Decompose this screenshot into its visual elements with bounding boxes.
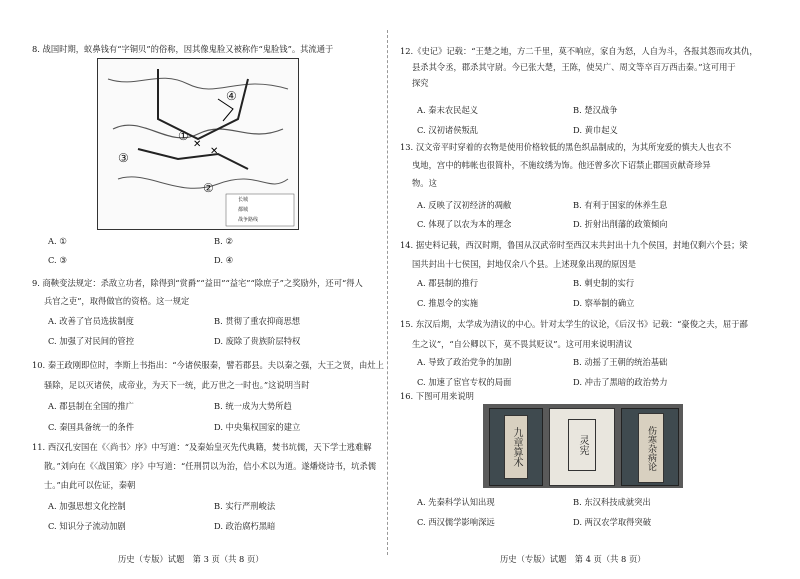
- question-13-line: 物。这: [412, 178, 437, 188]
- q14-option-d[interactable]: D. 察举制的确立: [573, 298, 635, 308]
- q15-option-b[interactable]: B. 动摇了王朝的统治基础: [573, 357, 668, 367]
- map-legend: [226, 194, 294, 226]
- question-8-line-1: 8. 战国时期，蚁鼻钱有“字铜贝”的俗称，因其像鬼脸又被称作“鬼脸钱”。其流通于: [32, 44, 334, 54]
- map-svg: [98, 59, 298, 229]
- question-14-line: 国共封出十七侯国，封地仅余八个县。上述现象出现的原因是: [412, 259, 637, 269]
- map-legend-label: 战争路线: [238, 217, 259, 223]
- book-title-jiuzhang: 九章算术: [504, 415, 528, 479]
- q10-option-c[interactable]: C. 秦国具备统一的条件: [48, 422, 134, 432]
- question-15: [400, 314, 772, 354]
- warring-states-map: [97, 58, 299, 230]
- question-14: [400, 236, 772, 274]
- left-page: [28, 0, 398, 579]
- question-12: [400, 43, 772, 91]
- q11-option-c[interactable]: C. 知识分子流动加剧: [48, 521, 126, 531]
- q10-option-b[interactable]: B. 统一成为大势所趋: [214, 401, 292, 411]
- book-cover: [621, 408, 679, 486]
- q15-option-a[interactable]: A. 导致了政治党争的加剧: [417, 357, 512, 367]
- question-11-line: 散。”刘向在《〈战国策〉序》中写道：“任刑罚以为治，信小术以为道。遂燔烧诗书，坑杀儒: [44, 461, 377, 471]
- q15-option-d[interactable]: D. 冲击了黑暗的政治势力: [573, 377, 668, 387]
- question-15-line: 生之议”，“自公卿以下，莫不畏其贬议”。这可用来说明清议: [412, 339, 633, 349]
- map-battle-mark: ✕: [193, 139, 202, 150]
- q14-option-c[interactable]: C. 推恩令的实施: [417, 298, 479, 308]
- q11-option-d[interactable]: D. 政治腐朽黑暗: [214, 521, 276, 531]
- page-footer-left: 历史（专版）试题 第 3 页（共 8 页）: [118, 554, 264, 564]
- q15-option-c[interactable]: C. 加速了宦官专权的局面: [417, 377, 512, 387]
- map-label-1: ①: [178, 129, 189, 143]
- map-label-2: ②: [203, 181, 214, 195]
- question-9-line: 兵官之吏”，取得做官的资格。这一规定: [44, 296, 190, 306]
- page-footer-right: 历史（专版）试题 第 4 页（共 8 页）: [500, 554, 646, 564]
- right-page: [400, 0, 770, 579]
- q16-option-a[interactable]: A. 先秦科学认知出现: [417, 497, 495, 507]
- q11-option-a[interactable]: A. 加强思想文化控制: [48, 501, 126, 511]
- map-border: [158, 69, 248, 139]
- question-13-line: 曳地，宫中的帏帐也很简朴，不施纹绣为饰。他还曾多次下诏禁止郡国贡献奇珍异: [412, 160, 711, 170]
- page-divider: [387, 30, 388, 555]
- question-9-line: 9. 商鞅变法规定：杀敌立功者，除得到“赏爵”“益田”“益宅”“除庶子”之奖励外，还可“得人: [32, 278, 363, 288]
- book-cover: [549, 408, 615, 486]
- q11-option-b[interactable]: B. 实行严刑峻法: [214, 501, 276, 511]
- question-10-line: 骚除，足以灭诸侯，成帝业，为天下一统，此万世之一时也。”这说明当时: [44, 380, 310, 390]
- question-10-line: 10. 秦王政刚即位时，李斯上书指出：“今诸侯服秦，譬若郡县。夫以秦之强，大王之贤，由灶上: [32, 360, 384, 370]
- q14-option-b[interactable]: B. 刺史制的实行: [573, 278, 635, 288]
- q8-option-a[interactable]: A. ①: [48, 236, 67, 246]
- question-13: [400, 138, 772, 192]
- q16-option-c[interactable]: C. 西汉儒学影响深远: [417, 517, 495, 527]
- question-11: [32, 438, 394, 495]
- map-battle-mark: ✕: [210, 146, 219, 157]
- book-cover: [489, 408, 543, 486]
- question-12-line: 探究: [412, 78, 429, 88]
- q9-option-b[interactable]: B. 贯彻了重农抑商思想: [214, 316, 301, 326]
- question-15-line: 15. 东汉后期，太学成为清议的中心。针对太学生的议论，《后汉书》记载：“豪俊之夫，屈于鄙: [400, 319, 748, 329]
- q10-option-d[interactable]: D. 中央集权国家的建立: [214, 422, 301, 432]
- q13-option-a[interactable]: A. 反映了汉初经济的凋敝: [417, 200, 512, 210]
- map-river: [108, 78, 288, 89]
- q12-option-b[interactable]: B. 楚汉战争: [573, 105, 618, 115]
- question-10: [32, 355, 394, 395]
- ancient-books-image: [483, 404, 683, 488]
- question-16: [400, 390, 474, 402]
- map-border: [138, 149, 248, 169]
- book-title-lingxian: 灵宪: [568, 419, 596, 471]
- q16-option-b[interactable]: B. 东汉科技成就突出: [573, 497, 651, 507]
- map-label-3: ③: [118, 151, 129, 165]
- map-legend-label: 长城: [238, 197, 249, 203]
- q8-option-d[interactable]: D. ④: [214, 255, 234, 265]
- q16-option-d[interactable]: D. 两汉农学取得突破: [573, 517, 652, 527]
- map-legend-label: 都城: [238, 207, 249, 213]
- q13-option-c[interactable]: C. 体现了以农为本的理念: [417, 219, 512, 229]
- q9-option-d[interactable]: D. 废除了贵族阶层特权: [214, 336, 301, 346]
- question-11-line: 11. 西汉孔安国在《〈尚书〉序》中写道：“及秦始皇灭先代典籍，焚书坑儒，天下学士逃难解: [32, 442, 372, 452]
- q8-option-b[interactable]: B. ②: [214, 236, 233, 246]
- question-12-line: 县杀其令丞，郡杀其守尉。今已张大楚，王陈，使吴广、周文等卒百万西击秦。”这可用于: [412, 62, 736, 72]
- book-title-shanghan: 伤寒杂病论: [638, 413, 664, 483]
- question-16-line: 16. 下图可用来说明: [400, 391, 474, 401]
- question-13-line: 13. 汉文帝平时穿着的衣物是使用价格较低的黑色织品制成的，为其所宠爱的慎夫人也衣不: [400, 142, 732, 152]
- question-14-line: 14. 据史料记载，西汉时期，鲁国从汉武帝时至西汉末共封出十九个侯国，封地仅剩六个县；梁: [400, 240, 748, 250]
- q9-option-c[interactable]: C. 加强了对民间的管控: [48, 336, 134, 346]
- q14-option-a[interactable]: A. 郡县制的推行: [417, 278, 479, 288]
- question-11-line: 士。”由此可以佐证，秦朝: [44, 480, 136, 490]
- question-8: [32, 43, 392, 55]
- q12-option-a[interactable]: A. 秦末农民起义: [417, 105, 479, 115]
- q10-option-a[interactable]: A. 郡县制在全国的推广: [48, 401, 134, 411]
- q8-option-c[interactable]: C. ③: [48, 255, 67, 265]
- q9-option-a[interactable]: A. 改善了官员选拔制度: [48, 316, 134, 326]
- q13-option-b[interactable]: B. 有利于国家的休养生息: [573, 200, 668, 210]
- map-river: [113, 125, 283, 138]
- q13-option-d[interactable]: D. 折射出削藩的政策倾向: [573, 219, 668, 229]
- q12-option-c[interactable]: C. 汉初诸侯叛乱: [417, 125, 479, 135]
- question-12-line: 12.《史记》记载：“王楚之地，方二千里，莫不响应，家自为怒，人自为斗，各报其怨而攻其仇，: [400, 46, 758, 56]
- map-label-4: ④: [226, 89, 237, 103]
- question-9: [32, 274, 394, 310]
- q12-option-d[interactable]: D. 黄巾起义: [573, 125, 618, 135]
